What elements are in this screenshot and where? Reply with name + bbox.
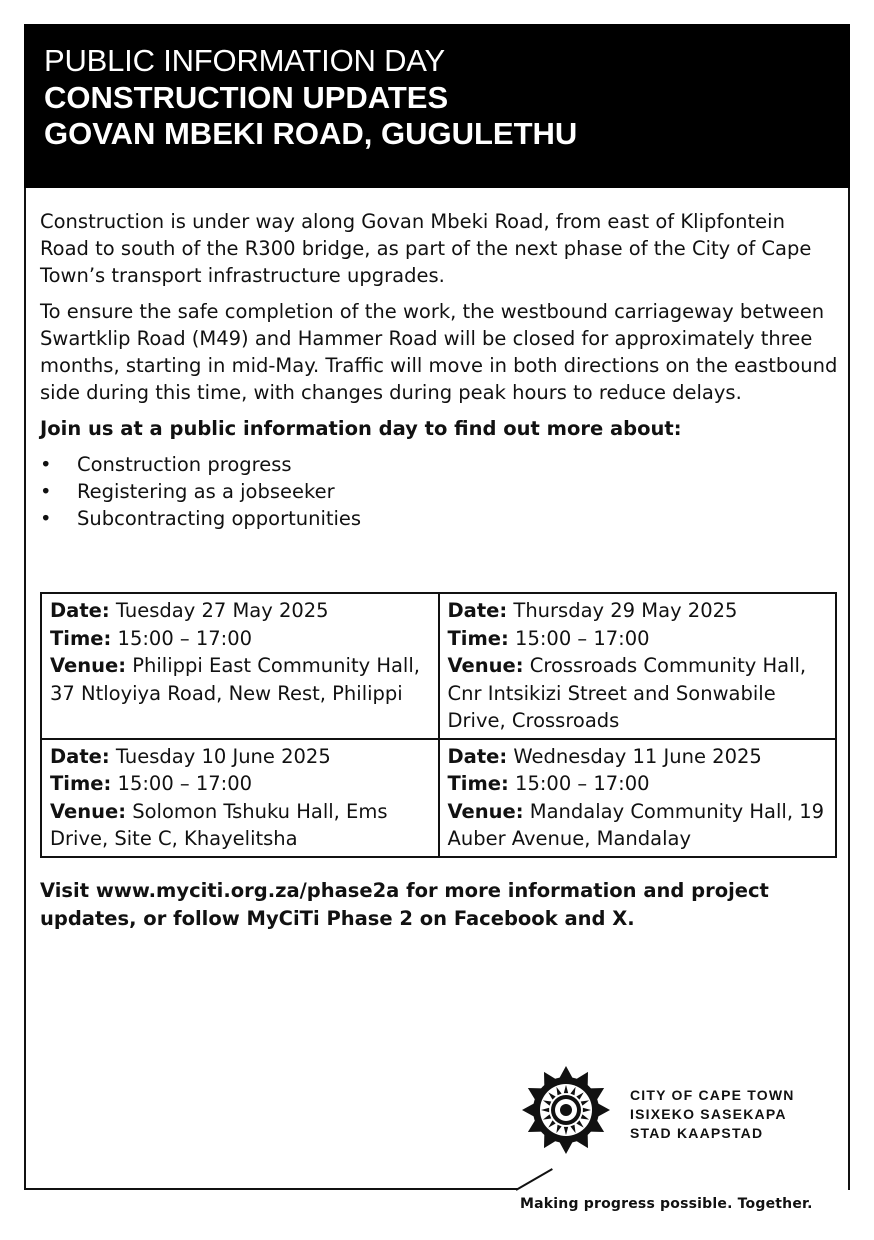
time-label: Time:: [447, 772, 509, 795]
logo-text: [630, 1086, 795, 1143]
venue-label: Venue:: [50, 799, 127, 823]
date-label: Date:: [50, 744, 110, 768]
date-label: Date:: [50, 599, 110, 622]
frame-bottom-border: [24, 1188, 518, 1190]
list-item-text: Registering as a jobseeker: [77, 480, 335, 503]
bullet-icon: •: [40, 480, 52, 503]
venue-label: Venue:: [50, 654, 127, 677]
date-label: Date:: [447, 744, 508, 768]
logo-line-1: CITY OF CAPE TOWN: [630, 1087, 795, 1103]
notice-header: [24, 24, 850, 188]
time-label: Time:: [447, 626, 509, 650]
event-venue: Solomon Tshuku Hall, Ems Drive, Site C, Khayelitsha: [50, 799, 388, 850]
bullet-icon: •: [40, 507, 52, 530]
topic-list: [40, 451, 840, 532]
event-venue: Crossroads Community Hall, Cnr Intsikizi Street and Sonwabile Drive, Crossroads: [447, 654, 807, 732]
list-item: [40, 505, 840, 532]
event-time: 15:00 – 17:00: [515, 772, 650, 795]
time-label: Time:: [50, 772, 112, 795]
header-line-3: GOVAN MBEKI ROAD, GUGULETHU: [44, 116, 578, 151]
list-item: [40, 478, 840, 505]
tagline: Making progress possible. Together.: [520, 1196, 813, 1212]
event-cell: [41, 593, 439, 739]
notice-body: [40, 208, 840, 532]
event-date: Tuesday 27 May 2025: [115, 599, 329, 622]
logo-line-2: ISIXEKO SASEKAPA: [630, 1106, 787, 1122]
table-row: [41, 739, 836, 857]
event-cell: [439, 593, 837, 739]
logo-line-3: STAD KAAPSTAD: [630, 1125, 764, 1141]
intro-paragraph-2: To ensure the safe completion of the work, the westbound carriageway between Swartklip Road (M49) and Hammer Road will be closed for approximately three months, starting in mid-May. Traffic will move in both directions on the eastbound side during this time, with changes during peak hours to reduce delays.: [40, 300, 838, 404]
event-time: 15:00 – 17:00: [515, 626, 650, 650]
event-date: Thursday 29 May 2025: [513, 599, 738, 622]
event-date: Tuesday 10 June 2025: [115, 744, 331, 768]
header-line-1: PUBLIC INFORMATION DAY: [44, 43, 445, 78]
event-cell: [41, 739, 439, 857]
venue-label: Venue:: [447, 654, 524, 677]
intro-paragraph-1: Construction is under way along Govan Mbeki Road, from east of Klipfontein Road to south of the R300 bridge, as part of the next phase of the City of Cape Town’s transport infrastructure upgrades.: [40, 210, 812, 287]
list-item-text: Construction progress: [77, 453, 292, 476]
event-venue: Mandalay Community Hall, 19 Auber Avenue, Mandalay: [447, 799, 825, 850]
event-date: Wednesday 11 June 2025: [513, 744, 762, 768]
events-table: [40, 592, 837, 858]
list-item-text: Subcontracting opportunities: [77, 507, 362, 530]
event-time: 15:00 – 17:00: [117, 772, 253, 795]
visit-info: Visit www.myciti.org.za/phase2a for more information and project updates, or follow MyCiTi Phase 2 on Facebook and X.: [40, 879, 769, 930]
date-label: Date:: [447, 599, 508, 622]
city-emblem-icon: [521, 1065, 611, 1155]
bullet-icon: •: [40, 453, 52, 476]
join-lead: Join us at a public information day to find out more about:: [40, 417, 682, 440]
venue-label: Venue:: [447, 799, 524, 823]
event-cell: [439, 739, 837, 857]
list-item: [40, 451, 840, 478]
event-venue: Philippi East Community Hall, 37 Ntloyiya Road, New Rest, Philippi: [50, 654, 420, 705]
table-row: [41, 593, 836, 739]
header-line-2: CONSTRUCTION UPDATES: [44, 80, 449, 115]
event-time: 15:00 – 17:00: [117, 626, 253, 650]
time-label: Time:: [50, 626, 112, 650]
